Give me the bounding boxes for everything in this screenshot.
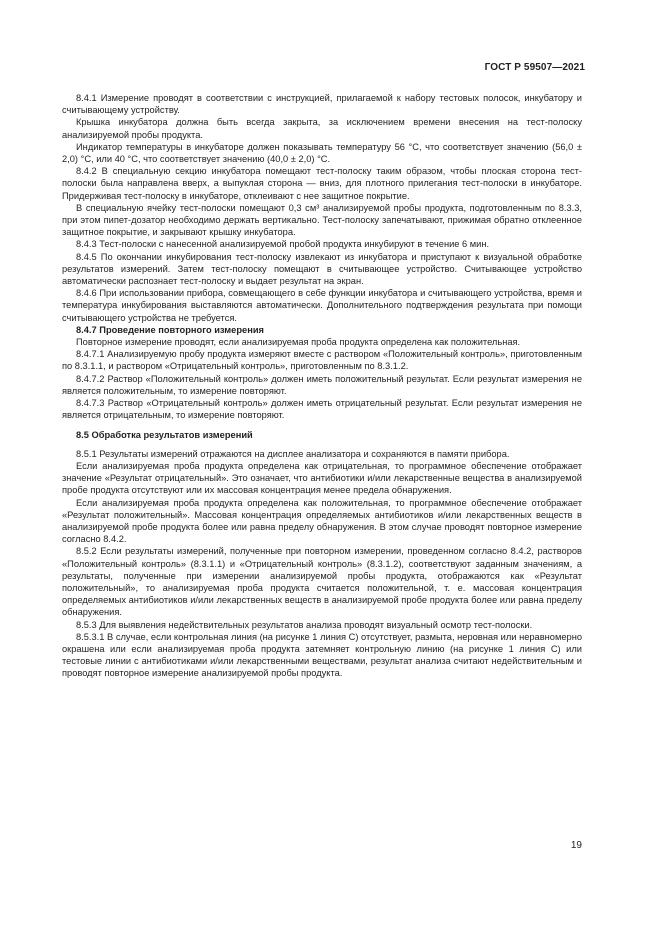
paragraph-8-5-2: 8.5.2 Если результаты измерений, полученные при повторном измерении, проведенном согласно 8.4.2, растворов «Положительный контроль» (8.3.1.1) и «Отрицательный контроль» (8.3.1.2), соответствуют заданным значениям, а результаты, полученные при измерении анализируемой пробы продукта, отображаются как «Результат положительный», то анализируемая проба продукта считается положительной, т. е. массовая концентрация определяемых антибиотиков и/или лекарственных веществ в анализируемой пробе продукта более или равна пределу обнаружения. [62,546,582,618]
paragraph-repeat-intro: Повторное измерение проводят, если анализируемая проба продукта определена как положительная. [76,337,521,348]
paragraph-8-4-7-1: 8.4.7.1 Анализируемую пробу продукта измеряют вместе с раствором «Положительный контроль», приготовленным по 8.3.1.1, и раствором «Отрицательный контроль», приготовленным по 8.3.1.2. [62,349,582,372]
paragraph-8-4-1: 8.4.1 Измерение проводят в соответствии с инструкцией, прилагаемой к набору тестовых полосок, инкубатору и считывающему устройству. [62,93,582,116]
heading-8-5: 8.5 Обработка результатов измерений [76,430,253,441]
heading-8-4-7: 8.4.7 Проведение повторного измерения [76,324,264,335]
document-id: ГОСТ Р 59507—2021 [484,62,585,73]
paragraph-temperature: Индикатор температуры в инкубаторе должен показывать температуру 56 °С, что соответствует значению (56,0 ± 2,0) °С, или 40 °С, что соответствует значению (40,0 ± 2,0) °С. [62,141,582,165]
paragraph-sample-cell: В специальную ячейку тест-полоски помещают 0,3 см³ анализируемой пробы продукта, подготовленным по 8.3.3, при этом пипет-дозатор необходимо держать вертикально. Тест-полоску запечатывают, прижимая обратно отклеенное защитное покрытие, и закрывают крышку инкубатора. [62,202,582,238]
paragraph-8-4-7-3: 8.4.7.3 Раствор «Отрицательный контроль» должен иметь отрицательный результат. Если результат измерения не является отрицательным, то измерение повторяют. [62,398,582,421]
paragraph-8-4-2: 8.4.2 В специальную секцию инкубатора помещают тест-полоску таким образом, чтобы плоская сторона тест-полоски была направлена вверх, а выпуклая сторона — вниз, для плотного прилегания тест-полоски в инкубаторе. Придерживая тест-полоску в инкубаторе, отклеивают с нее защитное покрытие. [62,166,582,201]
paragraph-incubator-lid: Крышка инкубатора должна быть всегда закрыта, за исключением времени внесения на тест-полоску анализируемой пробы продукта. [62,117,582,140]
paragraph-8-5-3: 8.5.3 Для выявления недействительных результатов анализа проводят визуальный осмотр тест-полоски. [76,619,533,630]
paragraph-negative-result: Если анализируемая проба продукта определена как отрицательная, то программное обеспечение отображает значение «Результат отрицательный». Это означает, что антибиотики и/или лекарственные вещества в анализируемой пробе продукта отсутствуют или их массовая концентрация менее предела обнаружения. [62,460,582,496]
paragraph-8-4-6: 8.4.6 При использовании прибора, совмещающего в себе функции инкубатора и считывающего устройства, время и температура инкубирования выставляются автоматически. Дополнительного подтверждения результата при помощи считывающего устройства не требуется. [62,288,582,323]
paragraph-8-4-3: 8.4.3 Тест-полоски с нанесенной анализируемой пробой продукта инкубируют в течение 6 мин. [76,239,490,250]
paragraph-8-5-1: 8.5.1 Результаты измерений отражаются на дисплее анализатора и сохраняются в памяти прибора. [76,448,510,459]
paragraph-positive-result: Если анализируемая проба продукта определена как положительная, то программное обеспечение отображает «Результат положительный». Массовая концентрация определяемых антибиотиков и/или лекарственных веществ в анализируемой пробе продукта более или равна пределу обнаружения. В этом случае проводят повторное измерение согласно 8.4.2. [62,497,582,545]
paragraph-8-4-7-2: 8.4.7.2 Раствор «Положительный контроль» должен иметь положительный результат. Если результат измерения не является положительным, то измерение повторяют. [62,373,582,396]
page-number: 19 [570,840,582,851]
document-body [62,92,582,680]
paragraph-8-4-5: 8.4.5 По окончании инкубирования тест-полоску извлекают из инкубатора и приступают к визуальной обработке результатов измерений. Затем тест-полоску помещают в считывающее устройство. Считывающее устройство автоматически распознает тест-полоску и выдает результат на экран. [62,251,582,287]
paragraph-8-5-3-1: 8.5.3.1 В случае, если контрольная линия (на рисунке 1 линия С) отсутствует, размыта, неровная или неравномерно окрашена или если анализируемая проба продукта затемняет контрольную линию (на рисунке 1 линия С) или тестовые линии с антибиотиками и/или лекарственными веществами, результат анализа считают недействительным и проводят повторное измерение анализируемой пробы продукта. [62,631,582,679]
